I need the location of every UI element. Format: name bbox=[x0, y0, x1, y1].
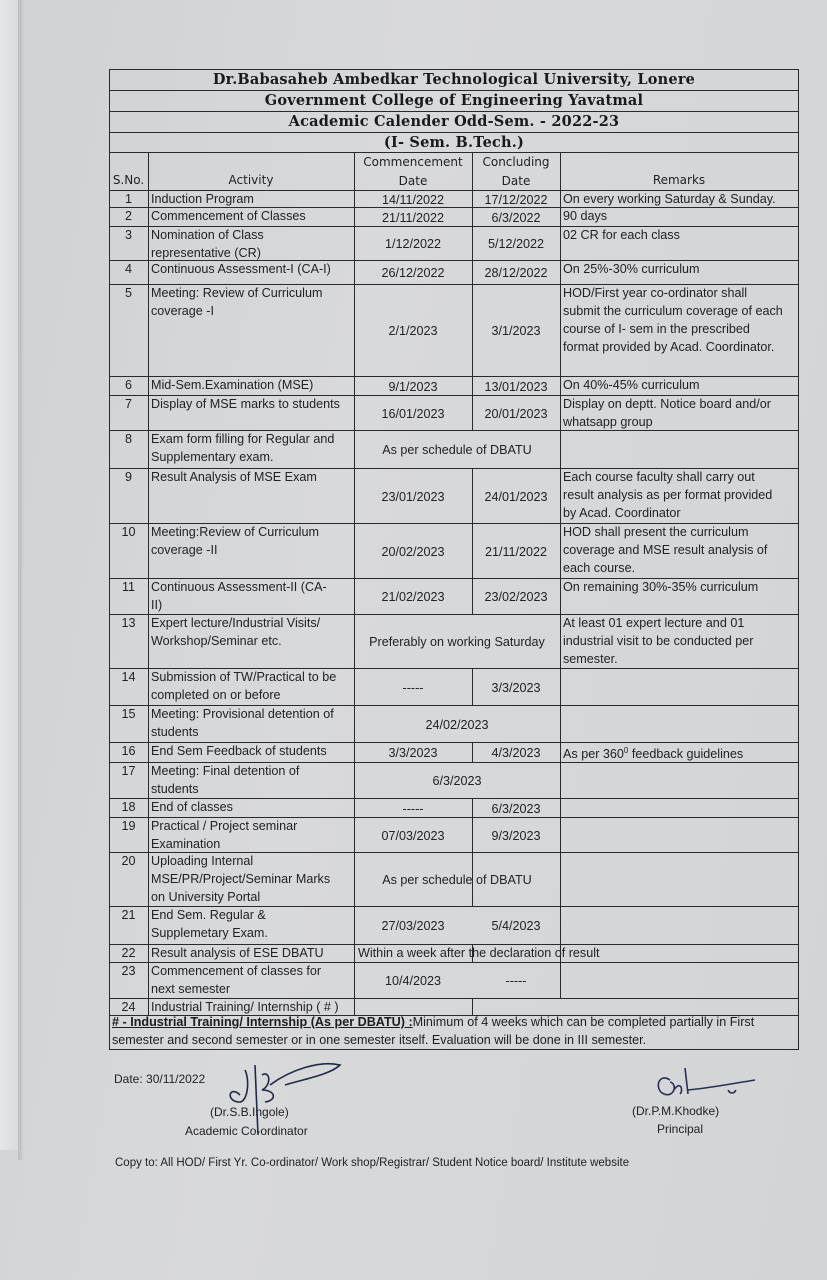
row-commencement-date: 21/02/2023 bbox=[381, 590, 445, 604]
activity-line: Workshop/Seminar etc. bbox=[151, 634, 282, 648]
row-concluding-date: 20/01/2023 bbox=[484, 406, 548, 421]
grid-hline bbox=[109, 798, 798, 799]
grid-hline bbox=[109, 817, 798, 818]
grid-hline bbox=[109, 742, 798, 743]
grid-vline bbox=[472, 468, 473, 523]
row-commencement-date: 23/01/2023 bbox=[381, 489, 445, 504]
grid-vline bbox=[472, 578, 473, 614]
grid-hline bbox=[109, 468, 798, 469]
activity-line: Result analysis of ESE DBATU bbox=[151, 946, 324, 960]
internship-note bbox=[112, 1012, 797, 1032]
row-sno: 22 bbox=[121, 946, 136, 960]
activity-line: Examination bbox=[151, 837, 221, 851]
grid-hline bbox=[109, 69, 798, 70]
row-sno: 17 bbox=[121, 764, 136, 778]
row-dates-remarks-merged: Within a week after the declaration of result bbox=[358, 946, 600, 960]
calendar-title: Academic Calender Odd-Sem. - 2022-23 bbox=[288, 113, 620, 130]
grid-vline bbox=[472, 284, 473, 376]
row-dates-merged: As per schedule of DBATU bbox=[382, 873, 532, 887]
activity-line: Meeting: Final detention of bbox=[151, 764, 300, 778]
grid-hline bbox=[109, 260, 798, 261]
row-activity bbox=[151, 852, 353, 906]
row-activity bbox=[151, 207, 353, 225]
row-sno: 9 bbox=[124, 470, 132, 484]
row-sno: 18 bbox=[121, 800, 136, 814]
remarks-line: by Acad. Coordinator bbox=[563, 506, 681, 520]
row-commencement-date: 16/01/2023 bbox=[381, 406, 445, 421]
row-remarks bbox=[563, 260, 797, 278]
row-activity bbox=[151, 798, 353, 816]
remarks-line: result analysis as per format provided bbox=[563, 488, 773, 502]
activity-line: coverage -II bbox=[151, 543, 218, 557]
row-remarks bbox=[563, 468, 797, 522]
remarks-line: Display on deptt. Notice board and/or bbox=[563, 397, 771, 411]
grid-hline bbox=[109, 111, 798, 112]
remarks-text: As per 360 bbox=[563, 747, 624, 762]
college-title: Government College of Engineering Yavatmal bbox=[264, 92, 644, 109]
row-activity bbox=[151, 742, 353, 760]
activity-line: Result Analysis of MSE Exam bbox=[151, 470, 317, 484]
row-commencement-date: 10/4/2023 bbox=[384, 974, 442, 988]
remarks-line: On 40%-45% curriculum bbox=[563, 378, 700, 392]
activity-line: Supplemetary Exam. bbox=[151, 926, 268, 940]
row-activity bbox=[151, 944, 353, 962]
activity-line: Commencement of Classes bbox=[151, 209, 306, 223]
row-commencement-date: 26/12/2022 bbox=[381, 266, 445, 280]
activity-line: Industrial Training/ Internship ( # ) bbox=[151, 1000, 339, 1014]
grid-hline bbox=[109, 614, 798, 615]
principal-signature bbox=[650, 1060, 760, 1110]
activity-line: Mid-Sem.Examination (MSE) bbox=[151, 378, 314, 392]
grid-vline bbox=[472, 207, 473, 226]
activity-line: End Sem. Regular & bbox=[151, 908, 266, 922]
grid-hline bbox=[109, 376, 798, 377]
row-sno: 6 bbox=[124, 378, 132, 392]
row-concluding-date: 24/01/2023 bbox=[484, 489, 548, 504]
grid-hline bbox=[109, 284, 798, 285]
row-activity bbox=[151, 962, 353, 998]
column-header-commencement bbox=[354, 153, 472, 191]
row-sno: 23 bbox=[121, 964, 136, 978]
row-sno: 14 bbox=[121, 670, 136, 684]
grid-vline bbox=[472, 944, 473, 962]
row-activity bbox=[151, 668, 353, 704]
activity-line: on University Portal bbox=[151, 890, 261, 904]
row-concluding-date: ----- bbox=[505, 974, 527, 988]
column-header-commencement-line2: Date bbox=[398, 174, 428, 188]
activity-line: Meeting: Review of Curriculum bbox=[151, 286, 323, 300]
row-commencement-date: 2/1/2023 bbox=[388, 324, 438, 338]
internship-note-label: # - Industrial Training/ Internship (As per DBATU) : bbox=[112, 1015, 413, 1029]
row-concluding-date: 6/3/2022 bbox=[491, 210, 541, 225]
row-concluding-date: 28/12/2022 bbox=[484, 266, 548, 280]
grid-hline bbox=[109, 226, 798, 227]
row-sno: 19 bbox=[121, 819, 136, 833]
coordinator-signature bbox=[200, 1040, 350, 1140]
row-commencement-date: 1/12/2022 bbox=[384, 237, 442, 251]
row-remarks bbox=[563, 226, 797, 244]
row-commencement-date: 21/11/2022 bbox=[381, 210, 445, 225]
activity-line: End of classes bbox=[151, 800, 233, 814]
grid-vline bbox=[560, 152, 561, 998]
row-activity bbox=[151, 468, 353, 486]
column-header-activity: Activity bbox=[228, 173, 274, 187]
grid-vline bbox=[472, 395, 473, 430]
activity-line: Uploading Internal bbox=[151, 854, 254, 868]
grid-vline bbox=[798, 69, 799, 1049]
row-remarks bbox=[563, 207, 797, 225]
row-remarks bbox=[563, 614, 797, 668]
activity-line: Meeting: Provisional detention of bbox=[151, 707, 334, 721]
row-activity bbox=[151, 705, 353, 741]
row-commencement-date: 3/3/2023 bbox=[388, 746, 438, 760]
right-signatory-title: Principal bbox=[657, 1122, 704, 1136]
row-remarks bbox=[563, 578, 797, 596]
right-signatory-name: (Dr.P.M.Khodke) bbox=[632, 1104, 720, 1118]
activity-line: representative (CR) bbox=[151, 246, 261, 260]
row-activity bbox=[151, 260, 353, 278]
row-activity bbox=[151, 395, 353, 413]
remarks-line: semester. bbox=[563, 652, 618, 666]
row-sno: 16 bbox=[121, 744, 136, 758]
grid-hline bbox=[109, 152, 798, 153]
row-remarks bbox=[563, 376, 797, 394]
row-sno: 2 bbox=[124, 209, 132, 223]
row-activity bbox=[151, 614, 353, 650]
grid-vline bbox=[472, 376, 473, 395]
grid-hline bbox=[109, 395, 798, 396]
row-remarks bbox=[563, 284, 797, 356]
grid-vline bbox=[472, 190, 473, 207]
grid-vline bbox=[472, 523, 473, 578]
row-sno: 20 bbox=[121, 854, 136, 868]
row-dates-merged: 24/02/2023 bbox=[425, 717, 489, 732]
degree-superscript: 0 bbox=[623, 746, 629, 755]
row-sno: 10 bbox=[121, 525, 136, 539]
row-dates-merged: 6/3/2023 bbox=[432, 774, 482, 788]
activity-line: Commencement of classes for bbox=[151, 964, 322, 978]
activity-line: II) bbox=[151, 598, 163, 612]
remarks-line: whatsapp group bbox=[563, 415, 653, 429]
row-concluding-date: 13/01/2023 bbox=[484, 379, 548, 394]
remarks-line: submit the curriculum coverage of each bbox=[563, 304, 783, 318]
row-concluding-date: 17/12/2022 bbox=[484, 192, 548, 207]
row-sno: 21 bbox=[121, 908, 136, 922]
grid-hline bbox=[109, 944, 798, 945]
grid-hline bbox=[109, 762, 798, 763]
remarks-line: HOD/First year co-ordinator shall bbox=[563, 286, 748, 300]
row-sno: 3 bbox=[124, 228, 132, 242]
row-sno: 24 bbox=[121, 1000, 136, 1014]
grid-vline bbox=[472, 668, 473, 705]
remarks-line: On every working Saturday & Sunday. bbox=[563, 192, 776, 206]
remarks-line: 90 days bbox=[563, 209, 608, 223]
row-sno: 7 bbox=[124, 397, 132, 411]
activity-line: Exam form filling for Regular and bbox=[151, 432, 335, 446]
row-sno: 8 bbox=[124, 432, 132, 446]
semester-title: (I- Sem. B.Tech.) bbox=[383, 134, 525, 151]
activity-line: coverage -I bbox=[151, 304, 214, 318]
row-dates-merged: Preferably on working Saturday bbox=[369, 635, 545, 649]
grid-hline bbox=[109, 962, 798, 963]
grid-hline bbox=[109, 578, 798, 579]
remarks-line: format provided by Acad. Coordinator. bbox=[563, 340, 775, 354]
row-remarks bbox=[563, 395, 797, 431]
grid-hline bbox=[109, 998, 798, 999]
remarks-line: Each course faculty shall carry out bbox=[563, 470, 755, 484]
grid-hline bbox=[109, 132, 798, 133]
grid-vline bbox=[472, 260, 473, 284]
activity-line: next semester bbox=[151, 982, 231, 996]
grid-hline bbox=[109, 668, 798, 669]
row-concluding-date: 6/3/2023 bbox=[491, 801, 541, 816]
activity-line: Practical / Project seminar bbox=[151, 819, 298, 833]
activity-line: Meeting:Review of Curriculum bbox=[151, 525, 319, 539]
grid-hline bbox=[109, 705, 798, 706]
row-activity bbox=[151, 284, 353, 320]
row-commencement-date: 14/11/2022 bbox=[381, 192, 445, 207]
remarks-line: industrial visit to be conducted per bbox=[563, 634, 754, 648]
remarks-text: feedback guidelines bbox=[628, 747, 744, 762]
row-activity bbox=[151, 906, 353, 942]
row-commencement-date: ----- bbox=[402, 801, 424, 816]
grid-vline bbox=[148, 152, 149, 1015]
grid-hline bbox=[109, 190, 798, 191]
row-sno: 15 bbox=[121, 707, 136, 721]
row-concluding-date: 21/11/2022 bbox=[484, 544, 548, 559]
activity-line: Submission of TW/Practical to be bbox=[151, 670, 337, 684]
column-header-concluding-line1: Concluding bbox=[482, 155, 550, 169]
issue-date: Date: 30/11/2022 bbox=[114, 1072, 206, 1086]
activity-line: Continuous Assessment-II (CA- bbox=[151, 580, 327, 594]
row-concluding-date: 3/3/2023 bbox=[491, 680, 541, 695]
activity-line: Continuous Assessment-I (CA-I) bbox=[151, 262, 331, 276]
grid-vline bbox=[472, 852, 473, 906]
row-concluding-date: 5/12/2022 bbox=[487, 237, 545, 251]
row-activity bbox=[151, 523, 353, 559]
grid-vline bbox=[109, 69, 110, 1049]
remarks-line: HOD shall present the curriculum bbox=[563, 525, 749, 539]
row-commencement-date: 9/1/2023 bbox=[388, 379, 438, 394]
row-commencement-date: 20/02/2023 bbox=[381, 544, 445, 559]
remarks-line: course of I- sem in the prescribed bbox=[563, 322, 750, 336]
column-header-remarks: Remarks bbox=[652, 173, 706, 187]
grid-vline bbox=[354, 152, 355, 1015]
copy-to-line: Copy to: All HOD/ First Yr. Co-ordinator/ Work shop/Registrar/ Student Notice board/ Institute website bbox=[115, 1157, 630, 1169]
row-activity bbox=[151, 762, 353, 798]
grid-hline bbox=[109, 523, 798, 524]
row-concluding-date: 3/1/2023 bbox=[491, 324, 541, 338]
remarks-line: each course. bbox=[563, 561, 636, 575]
activity-line: Supplementary exam. bbox=[151, 450, 274, 464]
row-concluding-date: 9/3/2023 bbox=[491, 828, 541, 843]
column-header-concluding-line2: Date bbox=[501, 174, 531, 188]
row-commencement-date: 27/03/2023 bbox=[381, 919, 445, 933]
row-activity bbox=[151, 376, 353, 394]
remarks-line: 02 CR for each class bbox=[563, 228, 680, 242]
activity-line: Expert lecture/Industrial Visits/ bbox=[151, 616, 321, 630]
row-activity bbox=[151, 578, 353, 614]
row-remarks bbox=[563, 742, 797, 763]
activity-line: students bbox=[151, 725, 199, 739]
university-title: Dr.Babasaheb Ambedkar Technological University, Lonere bbox=[212, 71, 696, 88]
row-concluding-date: 23/02/2023 bbox=[484, 590, 548, 604]
column-header-commencement-line1: Commencement bbox=[363, 155, 463, 169]
row-activity bbox=[151, 190, 353, 208]
row-dates-merged: As per schedule of DBATU bbox=[382, 443, 532, 457]
row-concluding-date: 5/4/2023 bbox=[491, 919, 541, 933]
row-commencement-date: ----- bbox=[402, 680, 424, 695]
row-sno: 4 bbox=[124, 262, 132, 276]
row-activity bbox=[151, 430, 353, 466]
left-signatory-name: (Dr.S.B.Ingole) bbox=[210, 1105, 289, 1119]
remarks-line: coverage and MSE result analysis of bbox=[563, 543, 768, 557]
row-remarks bbox=[563, 190, 797, 208]
remarks-line: At least 01 expert lecture and 01 bbox=[563, 616, 745, 630]
internship-note-line2: semester and second semester or in one semester itself. Evaluation will be done in III semester. bbox=[112, 1033, 647, 1047]
activity-line: Nomination of Class bbox=[151, 228, 264, 242]
row-sno: 1 bbox=[124, 192, 132, 206]
grid-vline bbox=[472, 152, 473, 190]
row-concluding-date: 4/3/2023 bbox=[491, 746, 541, 760]
row-sno: 13 bbox=[121, 616, 136, 630]
row-sno: 11 bbox=[121, 580, 136, 594]
row-sno: 5 bbox=[124, 286, 132, 300]
row-remarks bbox=[563, 523, 797, 577]
activity-line: students bbox=[151, 782, 199, 796]
remarks-line: On 25%-30% curriculum bbox=[563, 262, 700, 276]
grid-vline bbox=[472, 817, 473, 852]
activity-line: End Sem Feedback of students bbox=[151, 744, 327, 758]
grid-hline bbox=[109, 207, 798, 208]
grid-vline bbox=[472, 226, 473, 260]
column-header-concluding bbox=[472, 153, 560, 191]
grid-hline bbox=[109, 852, 798, 853]
row-commencement-date: 07/03/2023 bbox=[381, 828, 445, 843]
activity-line: MSE/PR/Project/Seminar Marks bbox=[151, 872, 331, 886]
row-activity bbox=[151, 817, 353, 853]
activity-line: Induction Program bbox=[151, 192, 254, 206]
activity-line: Display of MSE marks to students bbox=[151, 397, 340, 411]
remarks-line: On remaining 30%-35% curriculum bbox=[563, 580, 759, 594]
grid-vline bbox=[472, 742, 473, 762]
grid-hline bbox=[109, 906, 798, 907]
paper-edge-shadow bbox=[18, 0, 24, 1160]
column-header-sno: S.No. bbox=[112, 173, 145, 187]
left-signatory-title: Academic Co-ordinator bbox=[185, 1124, 308, 1138]
internship-note-text-1: Minimum of 4 weeks which can be completed partially in First bbox=[412, 1015, 755, 1029]
activity-line: completed on or before bbox=[151, 688, 281, 702]
grid-vline bbox=[472, 798, 473, 817]
grid-hline bbox=[109, 430, 798, 431]
row-activity bbox=[151, 226, 353, 262]
grid-hline bbox=[109, 90, 798, 91]
